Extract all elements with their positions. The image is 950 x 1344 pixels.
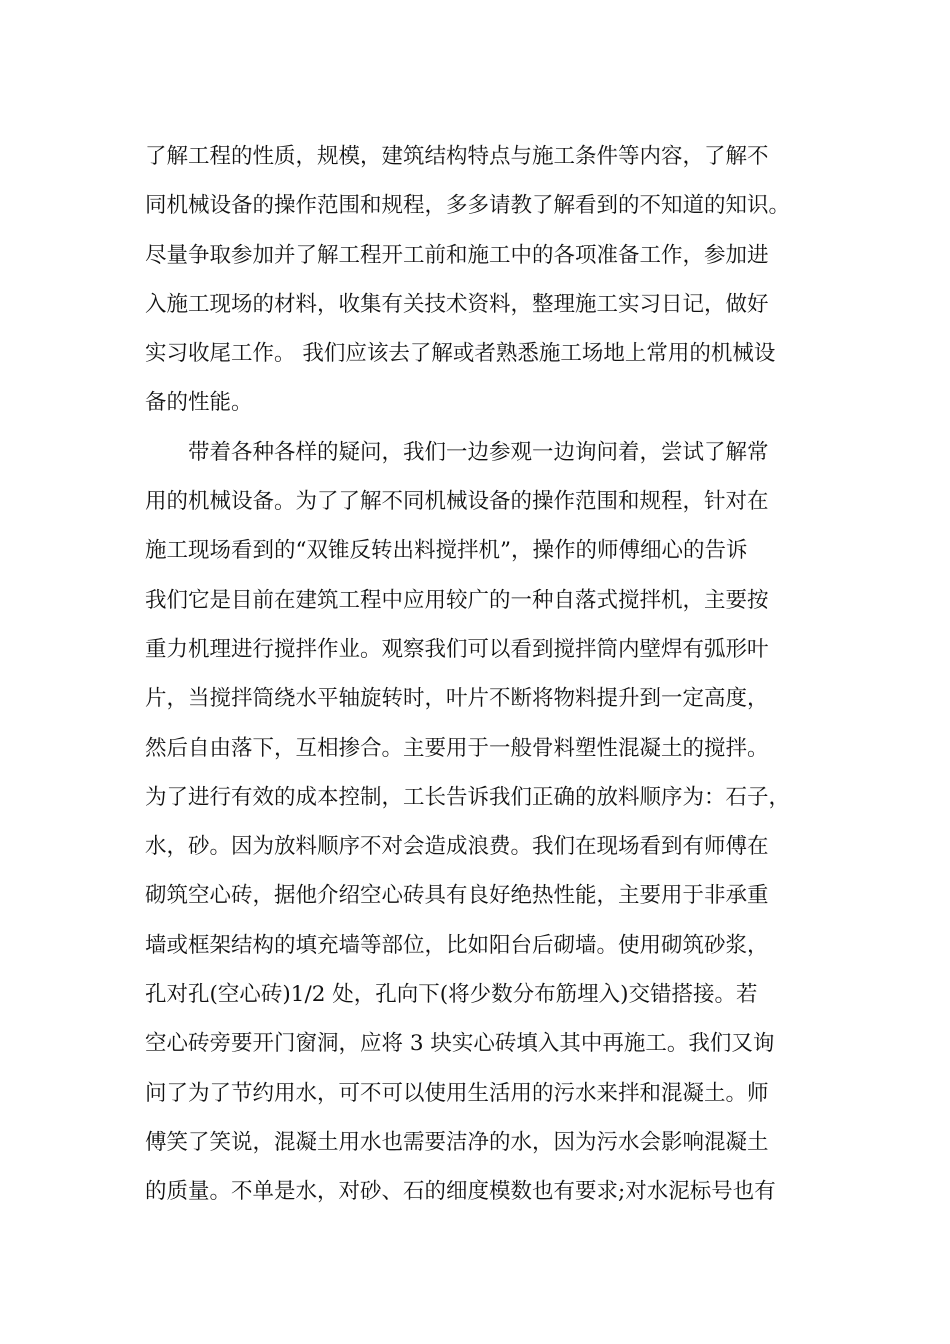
text-line: 的质量。不单是水，对砂、石的细度模数也有要求;对水泥标号也有	[145, 1179, 776, 1205]
text-line: 入施工现场的材料，收集有关技术资料，整理施工实习日记，做好	[145, 291, 769, 317]
text-line: 实习收尾工作。 我们应该去了解或者熟悉施工场地上常用的机械设	[145, 341, 776, 367]
text-line: 同机械设备的操作范围和规程，多多请教了解看到的不知道的知识。	[145, 193, 791, 219]
text-line: 傅笑了笑说，混凝土用水也需要洁净的水，因为污水会影响混凝土	[145, 1129, 769, 1155]
text-line: 问了为了节约用水，可不可以使用生活用的污水来拌和混凝土。师	[145, 1080, 769, 1106]
text-line: 施工现场看到的“双锥反转出料搅拌机”，操作的师傅细心的告诉	[145, 538, 748, 564]
text-line: 备的性能。	[145, 390, 253, 416]
text-line: 片，当搅拌筒绕水平轴旋转时，叶片不断将物料提升到一定高度，	[145, 686, 769, 712]
text-line: 了解工程的性质，规模，建筑结构特点与施工条件等内容，了解不	[145, 144, 769, 169]
text-line: 用的机械设备。为了了解不同机械设备的操作范围和规程，针对在	[145, 489, 769, 515]
text-line: 砌筑空心砖，据他介绍空心砖具有良好绝热性能，主要用于非承重	[145, 883, 769, 909]
text-line: 孔对孔(空心砖)1/2 处，孔向下(将少数分布筋埋入)交错搭接。若	[145, 982, 758, 1008]
text-line: 我们它是目前在建筑工程中应用较广的一种自落式搅拌机，主要按	[145, 587, 769, 613]
text-line: 重力机理进行搅拌作业。观察我们可以看到搅拌筒内壁焊有弧形叶	[145, 636, 769, 662]
text-line: 然后自由落下，互相掺合。主要用于一般骨料塑性混凝土的搅拌。	[145, 735, 769, 761]
document-body	[145, 132, 835, 1217]
paragraph-first-line: 带着各种各样的疑问，我们一边参观一边询问着，尝试了解常	[188, 439, 769, 465]
text-line: 空心砖旁要开门窗洞，应将 3 块实心砖填入其中再施工。我们又询	[145, 1031, 775, 1057]
text-line: 尽量争取参加并了解工程开工前和施工中的各项准备工作，参加进	[145, 242, 769, 268]
text-line: 水，砂。因为放料顺序不对会造成浪费。我们在现场看到有师傅在	[145, 834, 769, 860]
text-line: 墙或框架结构的填充墙等部位，比如阳台后砌墙。使用砌筑砂浆，	[145, 932, 769, 958]
text-line: 为了进行有效的成本控制，工长告诉我们正确的放料顺序为：石子，	[145, 784, 791, 810]
